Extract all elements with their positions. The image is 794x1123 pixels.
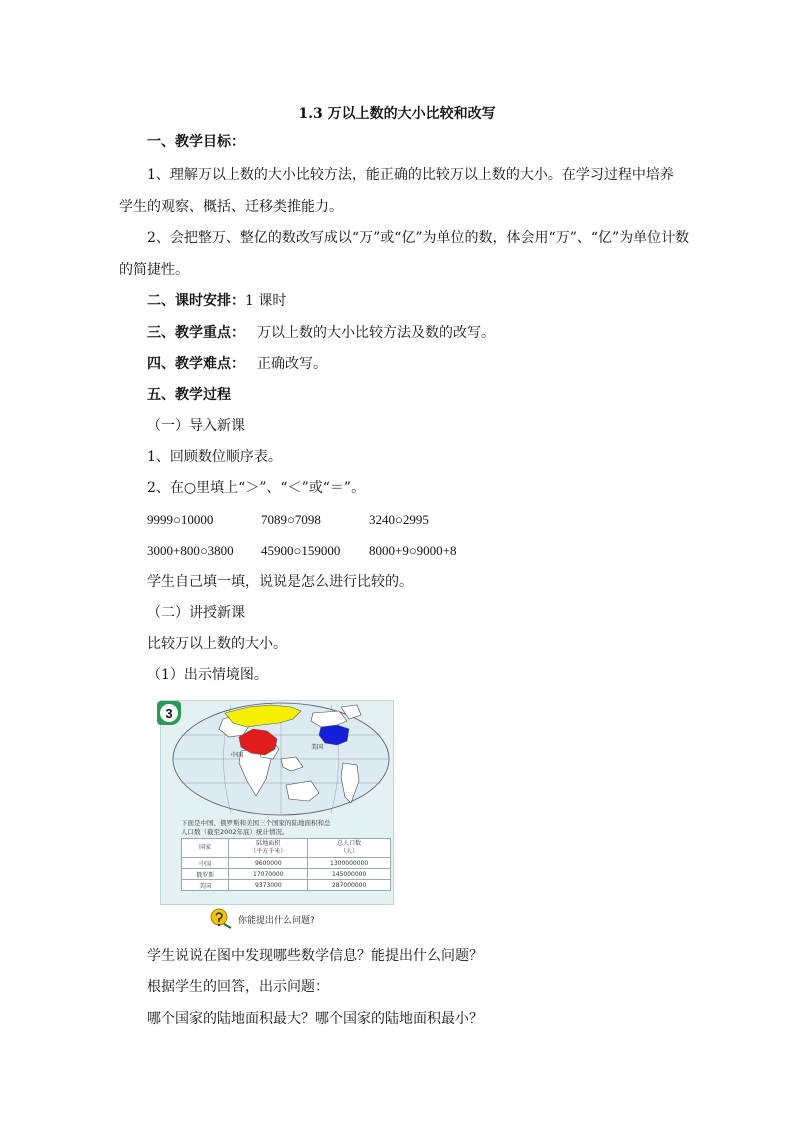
comparison-item: 9999○10000 bbox=[147, 512, 214, 527]
focus-label: 三、教学重点： bbox=[147, 325, 245, 341]
comparison-item: 45900○159000 bbox=[261, 543, 341, 558]
china-map-label: 中国 bbox=[231, 752, 244, 759]
world-map bbox=[161, 701, 393, 819]
compare-intro: 比较万以上数的大小。 bbox=[147, 636, 287, 652]
focus-value: 万以上数的大小比较方法及数的改写。 bbox=[257, 325, 495, 341]
objective-2: 2、会把整万、整亿的数改写成以“万”或“亿”为单位的数，体会用“万”、“亿”为单位计数 bbox=[147, 230, 690, 246]
table-row: 俄罗斯 17070000 145000000 bbox=[182, 869, 391, 880]
comparison-item: 7089○7098 bbox=[261, 512, 321, 527]
difficulty-value: 正确改写。 bbox=[257, 356, 327, 372]
table-header: 国家 bbox=[182, 839, 229, 858]
objective-1: 1、理解万以上数的大小比较方法，能正确的比较万以上数的大小。在学习过程中培养 bbox=[147, 167, 674, 183]
difficulty-line bbox=[147, 355, 327, 373]
table-header: 陆地面积 （平方千米） bbox=[229, 839, 308, 858]
after-figure-1: 学生说说在图中发现哪些数学信息？能提出什么问题？ bbox=[147, 948, 483, 964]
table-caption: 下面是中国、俄罗斯和美国三个国家的陆地面积和总 人口数（截至2002年底）统计情况。 bbox=[181, 819, 331, 836]
process-heading: 五、教学过程 bbox=[147, 387, 231, 403]
objective-1-cont: 学生的观察、概括、迁移类推能力。 bbox=[119, 199, 343, 215]
after-figure-2: 根据学生的回答，出示问题： bbox=[147, 979, 329, 995]
difficulty-label: 四、教学难点： bbox=[147, 356, 245, 372]
thinking-character-icon bbox=[210, 908, 232, 930]
focus-line bbox=[147, 324, 495, 342]
comparison-item: 8000+9○9000+8 bbox=[369, 543, 457, 558]
part2-heading: （二）讲授新课 bbox=[147, 605, 245, 621]
schedule-line bbox=[147, 292, 286, 310]
schedule-label: 二、课时安排： bbox=[147, 293, 245, 309]
scenario-illustration bbox=[160, 700, 392, 940]
usa-map-label: 美国 bbox=[311, 744, 324, 751]
question-prompt bbox=[210, 908, 315, 930]
after-figure-3: 哪个国家的陆地面积最大？哪个国家的陆地面积最小？ bbox=[147, 1011, 483, 1027]
schedule-value: 1 课时 bbox=[245, 293, 287, 309]
table-row: 中国 9600000 1300000000 bbox=[182, 858, 391, 869]
fill-instruction: 2、在○里填上“＞”、“＜”或“＝”。 bbox=[147, 480, 366, 496]
comparison-item: 3240○2995 bbox=[369, 512, 429, 527]
student-fill: 学生自己填一填，说说是怎么进行比较的。 bbox=[147, 574, 413, 590]
review-step: 1、回顾数位顺序表。 bbox=[147, 449, 282, 465]
comparison-item: 3000+800○3800 bbox=[147, 543, 234, 558]
part1-heading: （一）导入新课 bbox=[147, 418, 245, 434]
illustration-card bbox=[160, 700, 394, 905]
objectives-heading: 一、教学目标： bbox=[147, 134, 245, 150]
country-data-table bbox=[181, 838, 391, 891]
table-header: 总人口数 （人） bbox=[308, 839, 391, 858]
objective-2-cont: 的简捷性。 bbox=[119, 262, 189, 278]
page-title: 1.3 万以上数的大小比较和改写 bbox=[298, 106, 496, 122]
question-text: 你能提出什么问题? bbox=[238, 915, 315, 926]
table-row: 美国 9373000 287000000 bbox=[182, 880, 391, 891]
exercise-number-badge: 3 bbox=[157, 701, 181, 725]
show-picture: （1）出示情境图。 bbox=[147, 667, 268, 683]
